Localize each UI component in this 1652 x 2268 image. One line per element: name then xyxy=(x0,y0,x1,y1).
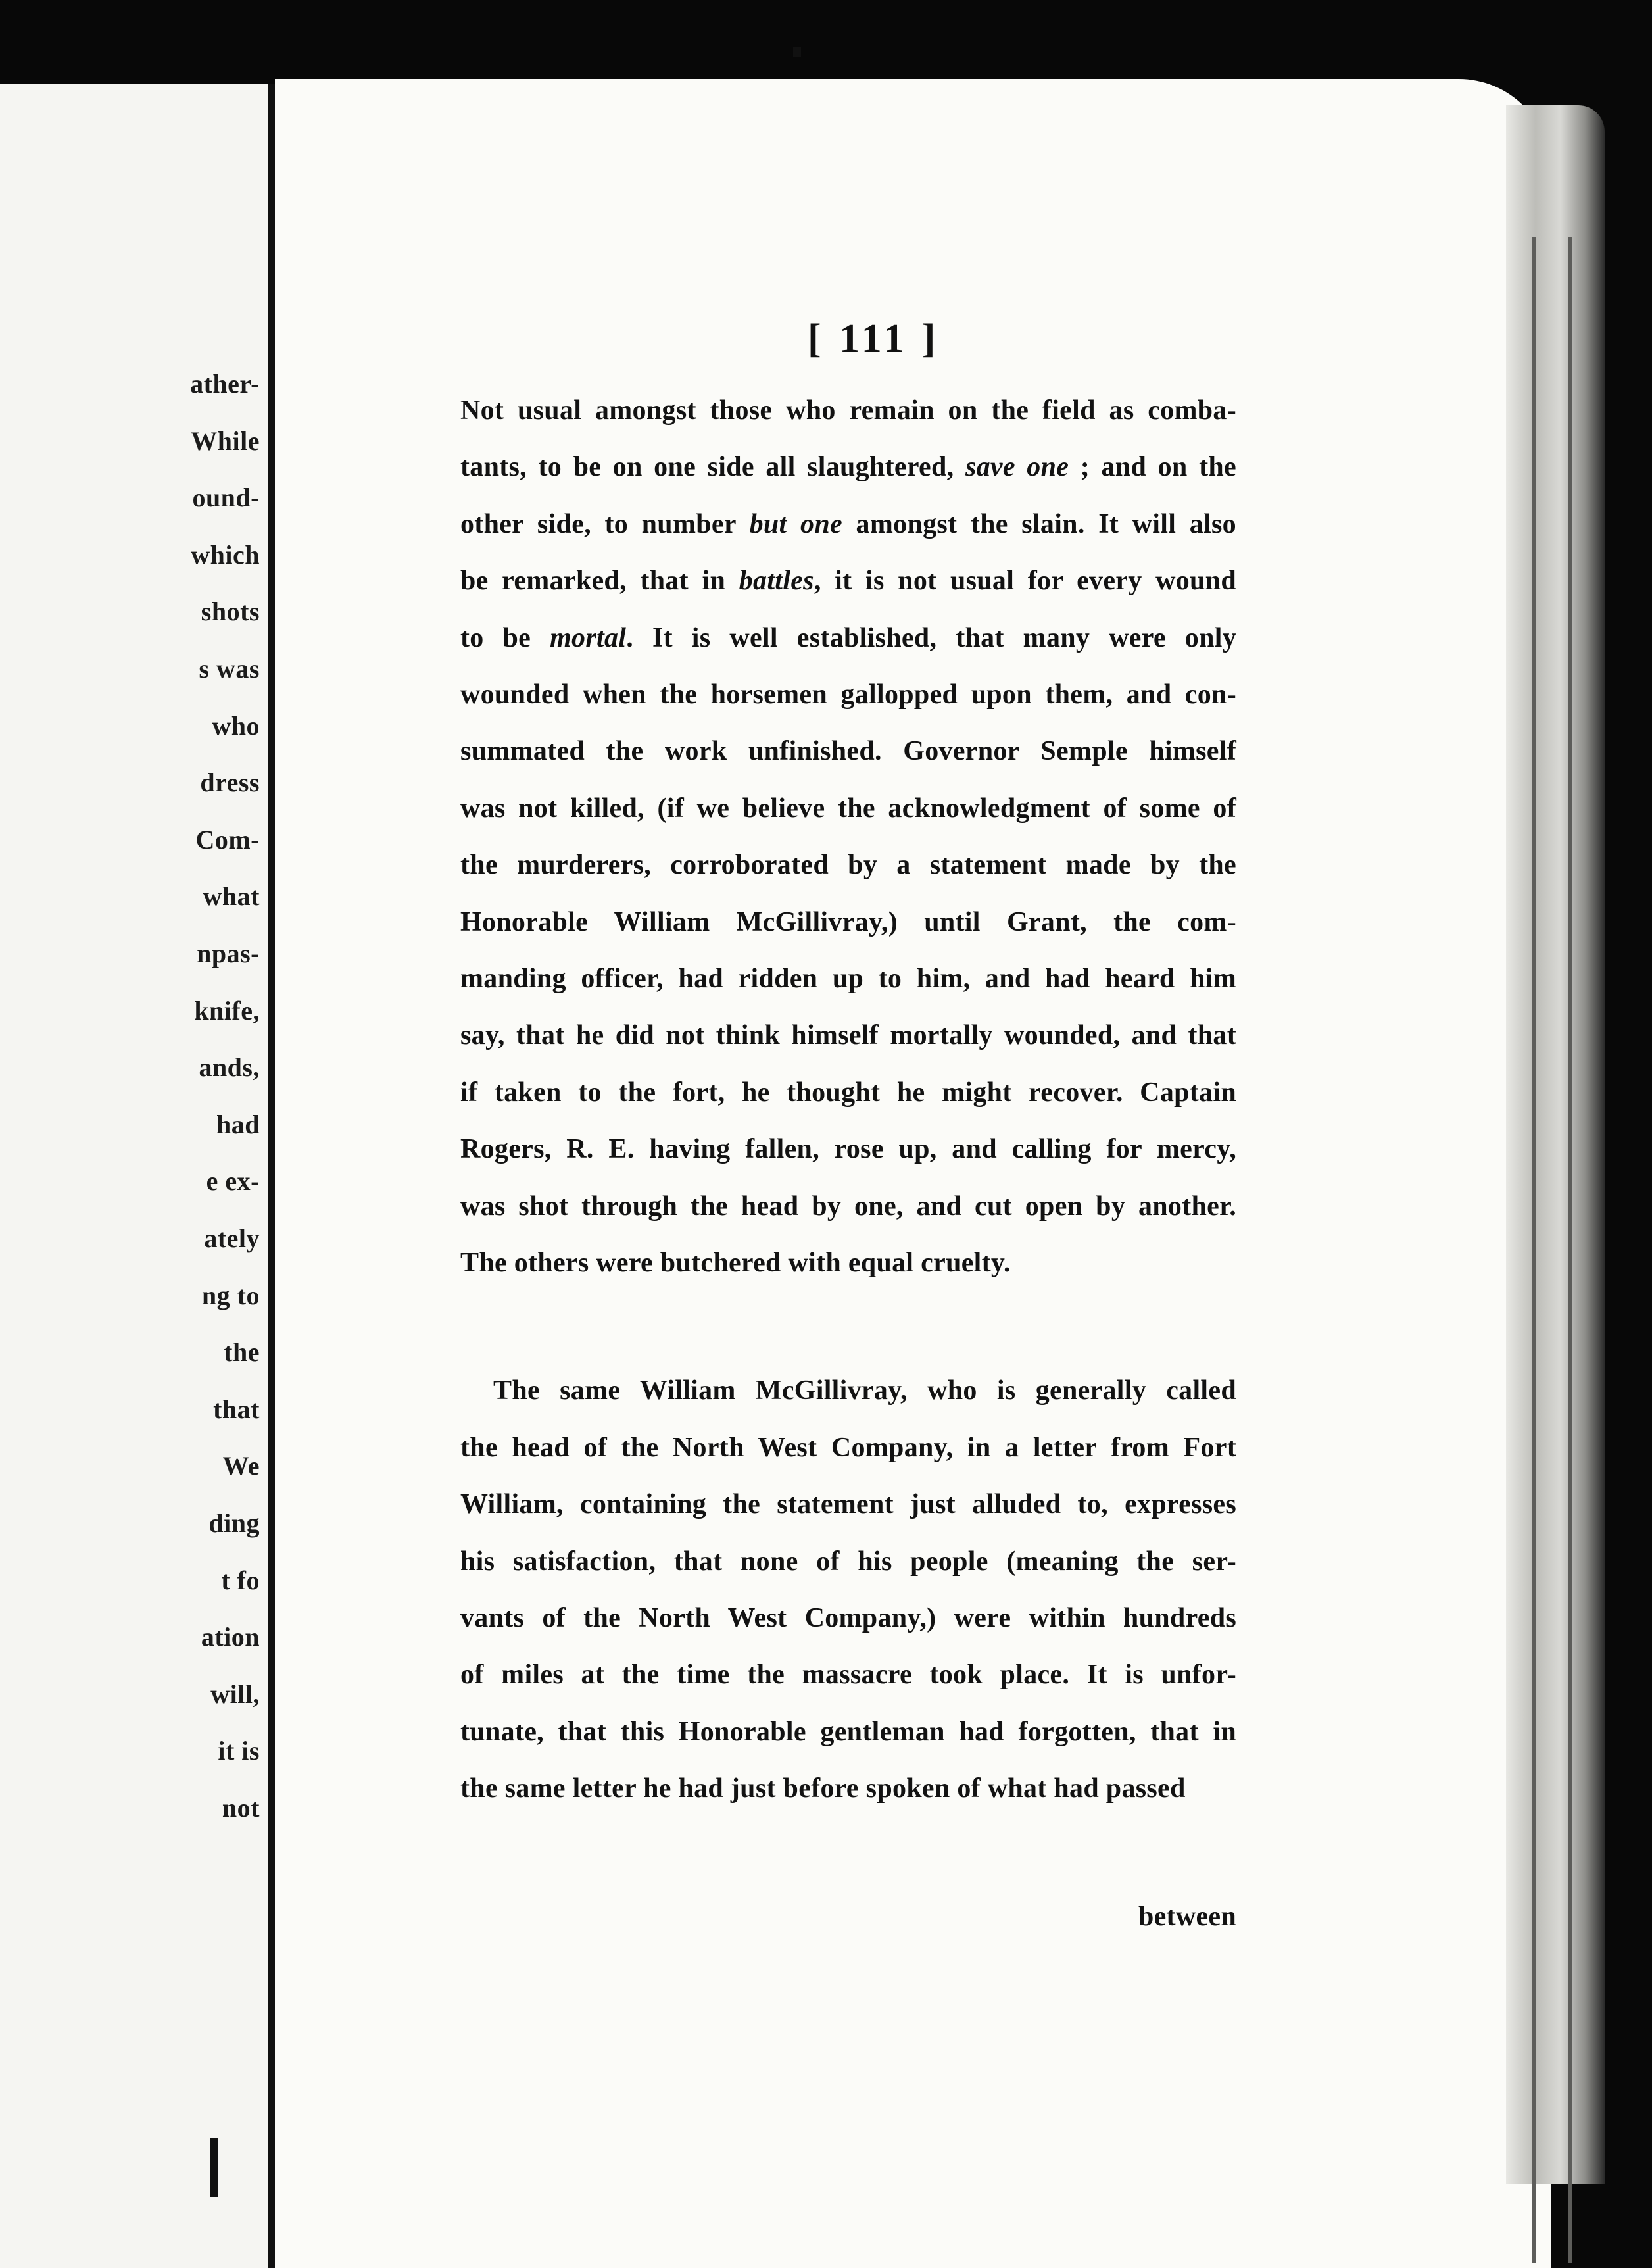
page-stack-edge xyxy=(1506,105,1605,2184)
text-line: William, containing the statement just alluded to, expresses xyxy=(460,1489,1236,1520)
text-line: other side, to number but one amongst the slain. It will also xyxy=(460,508,1236,539)
previous-page-line-end: knife, xyxy=(194,995,260,1025)
previous-page-fragment xyxy=(0,84,271,2268)
text-line: the murderers, corroborated by a statement made by the xyxy=(460,850,1236,881)
previous-page-line-end: the xyxy=(224,1337,260,1368)
text-line: if taken to the fort, he thought he might recover. Captain xyxy=(460,1077,1236,1108)
text-line: his satisfaction, that none of his people (meaning the ser- xyxy=(460,1546,1236,1577)
previous-page-line-end: it is xyxy=(218,1736,260,1766)
previous-page-line-end: had xyxy=(216,1109,260,1139)
previous-page-line-end: We xyxy=(222,1451,260,1481)
previous-page-line-end: not xyxy=(222,1793,260,1823)
text-line: vants of the North West Company,) were within hundreds xyxy=(460,1603,1236,1633)
text-line: was not killed, (if we believe the acknowledgment of some of xyxy=(460,793,1236,824)
previous-page-line-end: ding xyxy=(208,1508,260,1538)
previous-page-line-end: ather- xyxy=(190,369,260,399)
previous-page-line-end: dress xyxy=(200,768,260,798)
text-line: to be mortal. It is well established, that many were only xyxy=(460,622,1236,653)
previous-page-line-end: who xyxy=(212,710,260,741)
previous-page-line-end: which xyxy=(191,539,260,570)
previous-page-line-end: ately xyxy=(204,1223,260,1253)
page-edge-line xyxy=(1568,237,1572,2263)
previous-page-line-end: will, xyxy=(210,1679,260,1709)
text-line: the head of the North West Company, in a letter from Fort xyxy=(460,1432,1236,1463)
previous-page-line-end: ound- xyxy=(192,483,260,513)
previous-page-line-end: ation xyxy=(201,1622,260,1652)
italic-emphasis: save one xyxy=(965,452,1069,483)
text-line: summated the work unfinished. Governor Semple himself xyxy=(460,736,1236,767)
text-line: The others were butchered with equal cruelty. xyxy=(460,1248,1011,1278)
italic-emphasis: battles xyxy=(739,566,814,597)
previous-page-line-end: Com- xyxy=(195,824,260,854)
text-line: of miles at the time the massacre took place. It is unfor- xyxy=(460,1660,1236,1690)
previous-page-line-end: e ex- xyxy=(206,1166,260,1196)
text-line: Rogers, R. E. having fallen, rose up, and calling for mercy, xyxy=(460,1134,1236,1165)
previous-page-line-end: While xyxy=(191,426,260,456)
text-line: the same letter he had just before spoken of what had passed xyxy=(460,1773,1186,1804)
italic-emphasis: but one xyxy=(749,508,842,539)
text-line: tants, to be on one side all slaughtered, save one ; and on the xyxy=(460,452,1236,483)
text-line: tunate, that this Honorable gentleman had forgotten, that in xyxy=(460,1716,1236,1747)
book-gutter xyxy=(268,84,275,2268)
text-line: wounded when the horsemen gallopped upon them, and con- xyxy=(460,679,1236,710)
text-line: be remarked, that in battles, it is not usual for every wound xyxy=(460,566,1236,597)
previous-page-line-end: npas- xyxy=(197,939,260,968)
previous-page-line-end: ng to xyxy=(201,1280,260,1310)
previous-page-line-end: ands, xyxy=(199,1052,260,1083)
previous-page-line-end: t fo xyxy=(221,1565,260,1595)
previous-page-line-end: that xyxy=(213,1394,260,1424)
catchword: between xyxy=(1138,1901,1236,1932)
page-number: [ 111 ] xyxy=(808,316,940,361)
italic-emphasis: mortal xyxy=(550,622,627,653)
text-line: say, that he did not think himself mortally wounded, and that xyxy=(460,1020,1236,1051)
text-line: Honorable William McGillivray,) until Grant, the com- xyxy=(460,906,1236,937)
binding-mark xyxy=(210,2138,218,2197)
page-edge-line xyxy=(1532,237,1536,2263)
text-line: Not usual amongst those who remain on the field as comba- xyxy=(460,395,1236,426)
text-line: The same William McGillivray, who is generally called xyxy=(493,1375,1236,1406)
text-line: manding officer, had ridden up to him, and had heard him xyxy=(460,964,1236,994)
previous-page-line-end: what xyxy=(203,881,260,912)
previous-page-line-end: s was xyxy=(199,654,260,683)
text-line: was shot through the head by one, and cut open by another. xyxy=(460,1191,1236,1221)
previous-page-line-end: shots xyxy=(201,597,260,627)
ink-speck xyxy=(793,47,801,57)
